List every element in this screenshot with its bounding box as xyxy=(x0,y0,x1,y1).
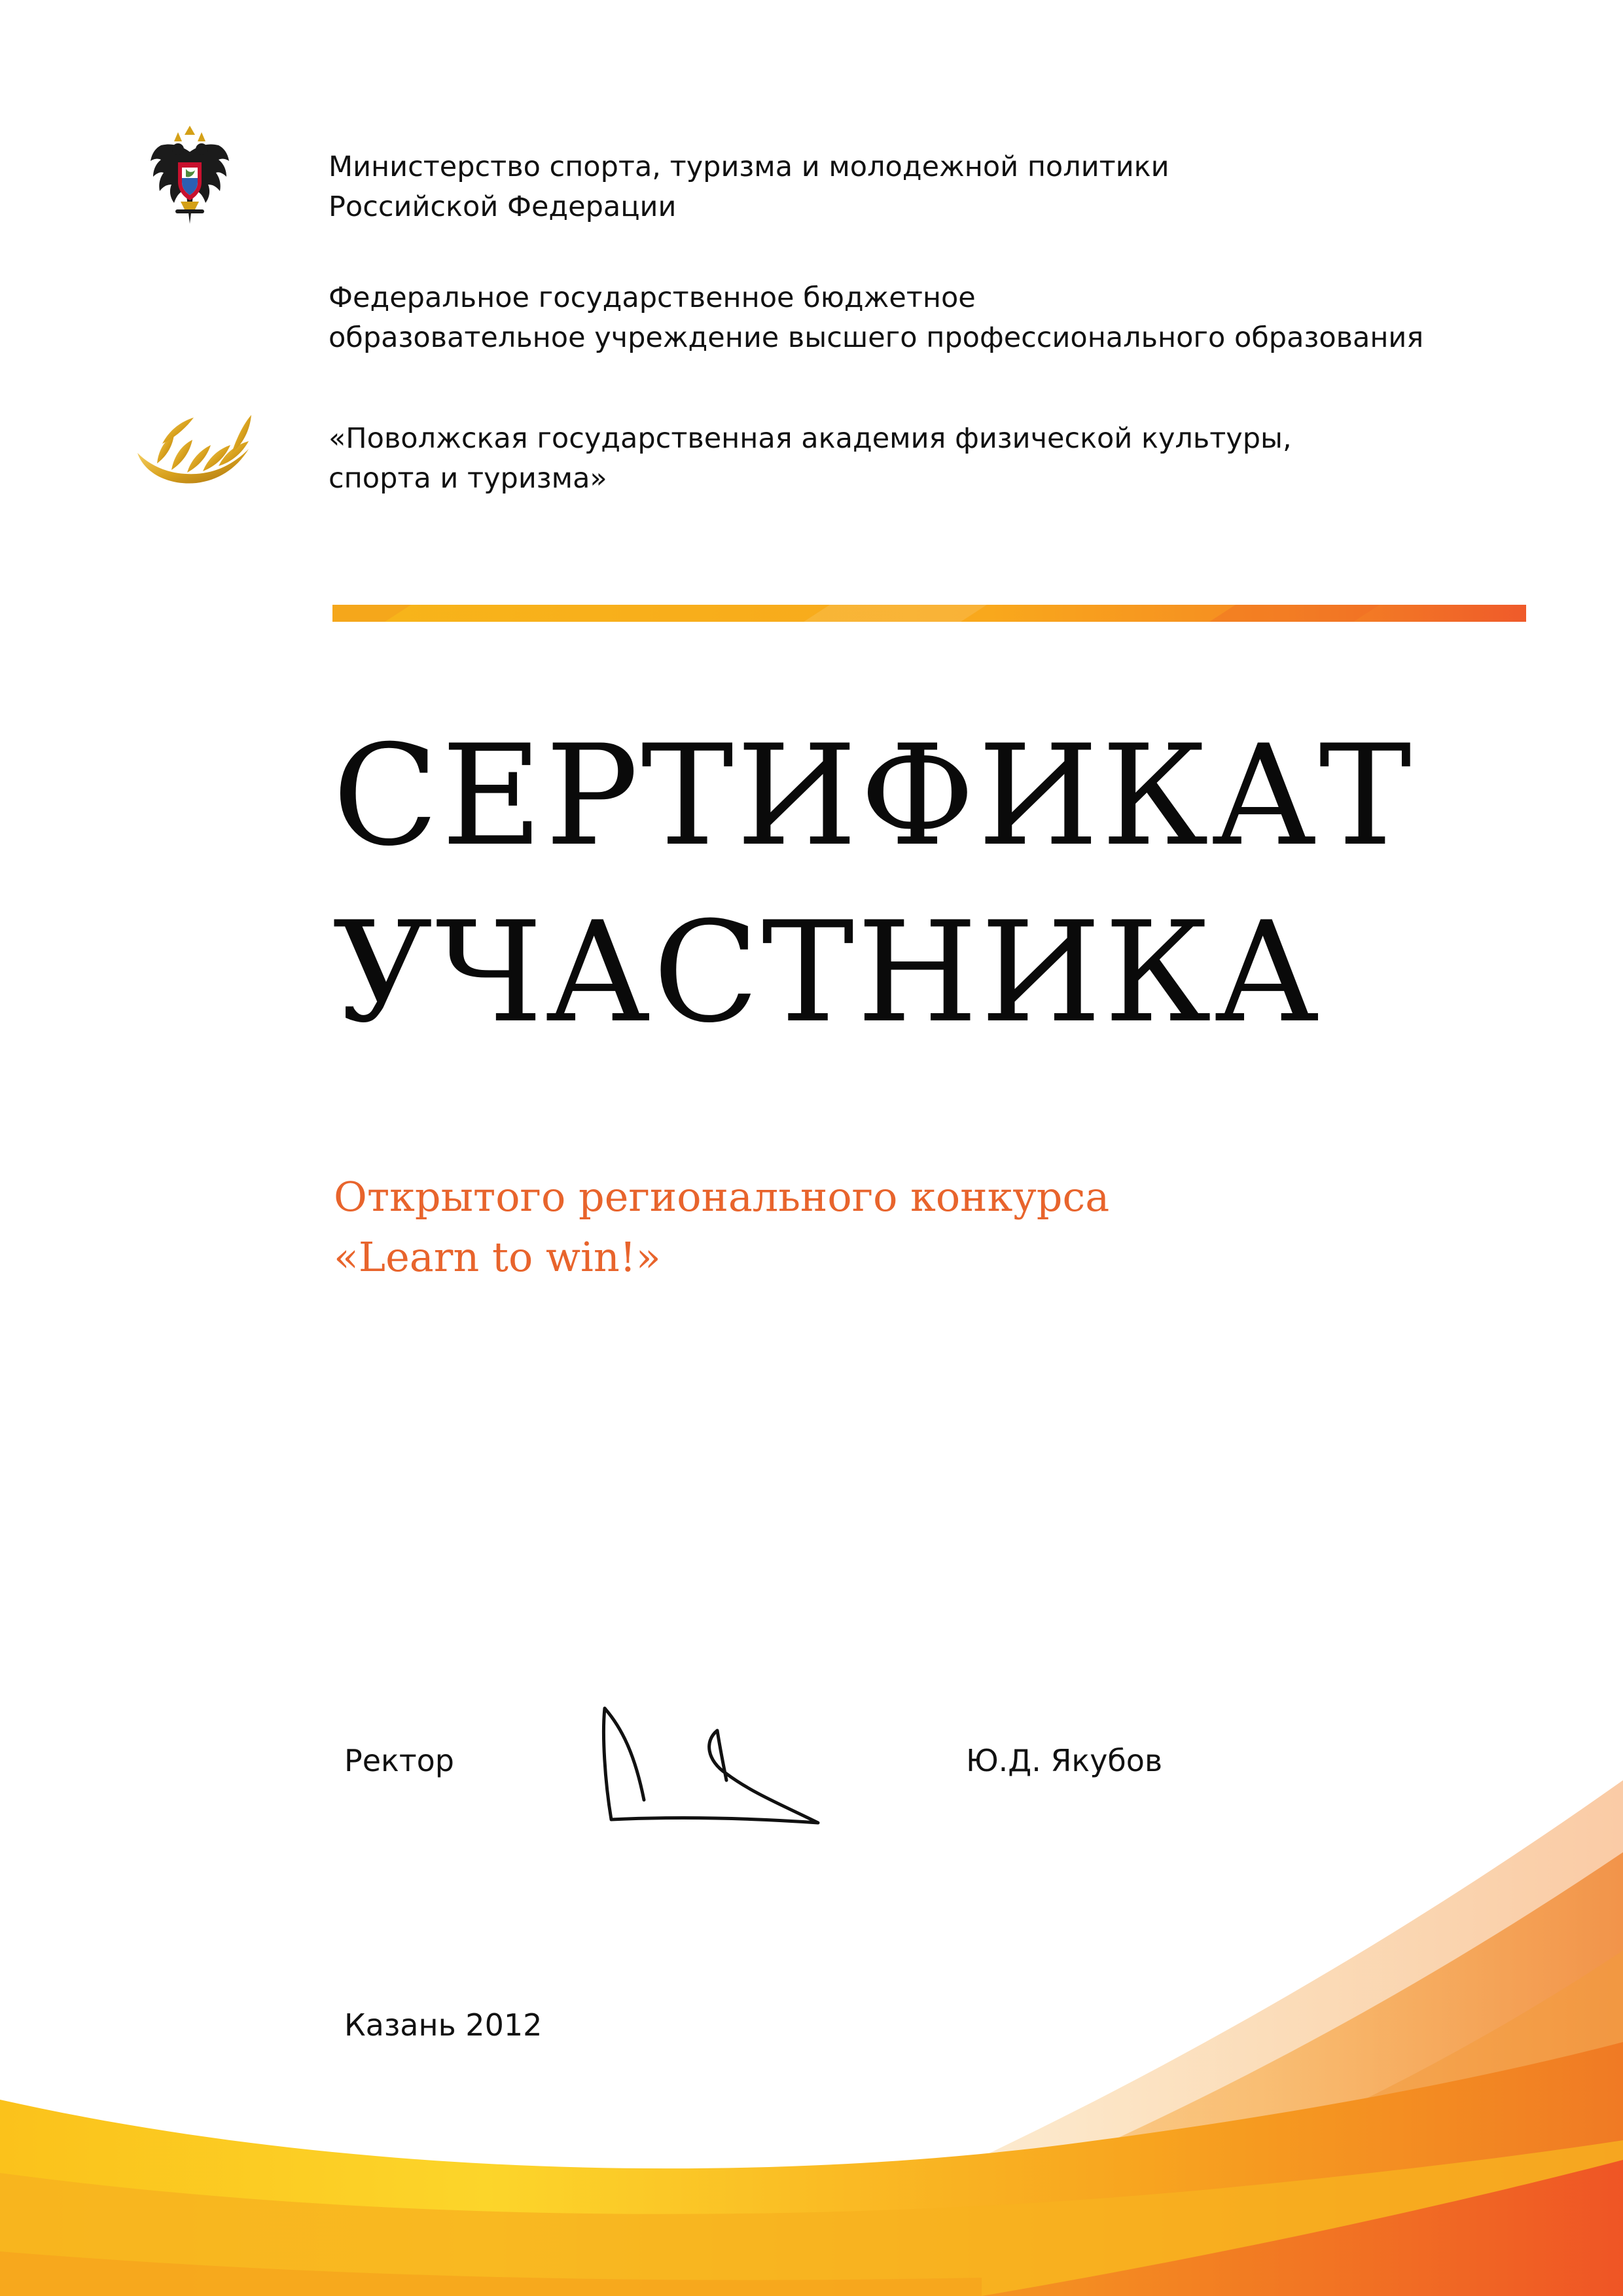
ministry-name xyxy=(329,147,1169,227)
institution-line-2: образовательное учреждение высшего профессионального образования xyxy=(329,321,1424,354)
signer-name: Ю.Д. Якубов xyxy=(966,1743,1163,1778)
ministry-line-2: Российской Федерации xyxy=(329,190,677,223)
city-year: Казань 2012 xyxy=(344,2007,543,2043)
laurel-icon xyxy=(131,407,253,495)
subtitle-line-1: Открытого регионального конкурса xyxy=(334,1173,1110,1221)
header-divider-bar xyxy=(332,605,1526,622)
academy-line-2: спорта и туризма» xyxy=(329,462,607,495)
institution-name xyxy=(329,278,1423,358)
subtitle-line-2: «Learn to win!» xyxy=(334,1233,661,1281)
signer-position: Ректор xyxy=(344,1743,454,1778)
institution-line-1: Федеральное государственное бюджетное xyxy=(329,281,976,314)
coat-of-arms-icon xyxy=(149,126,230,225)
contest-subtitle xyxy=(334,1167,1109,1287)
certificate-title-line-2: УЧАСТНИКА xyxy=(332,891,1322,1053)
academy-name xyxy=(329,419,1292,499)
certificate-title-line-1: СЕРТИФИКАТ xyxy=(332,715,1414,876)
academy-line-1: «Поволжская государственная академия физической культуры, xyxy=(329,422,1292,455)
ministry-line-1: Министерство спорта, туризма и молодежной политики xyxy=(329,151,1169,183)
decorative-waves xyxy=(0,1754,1623,2296)
